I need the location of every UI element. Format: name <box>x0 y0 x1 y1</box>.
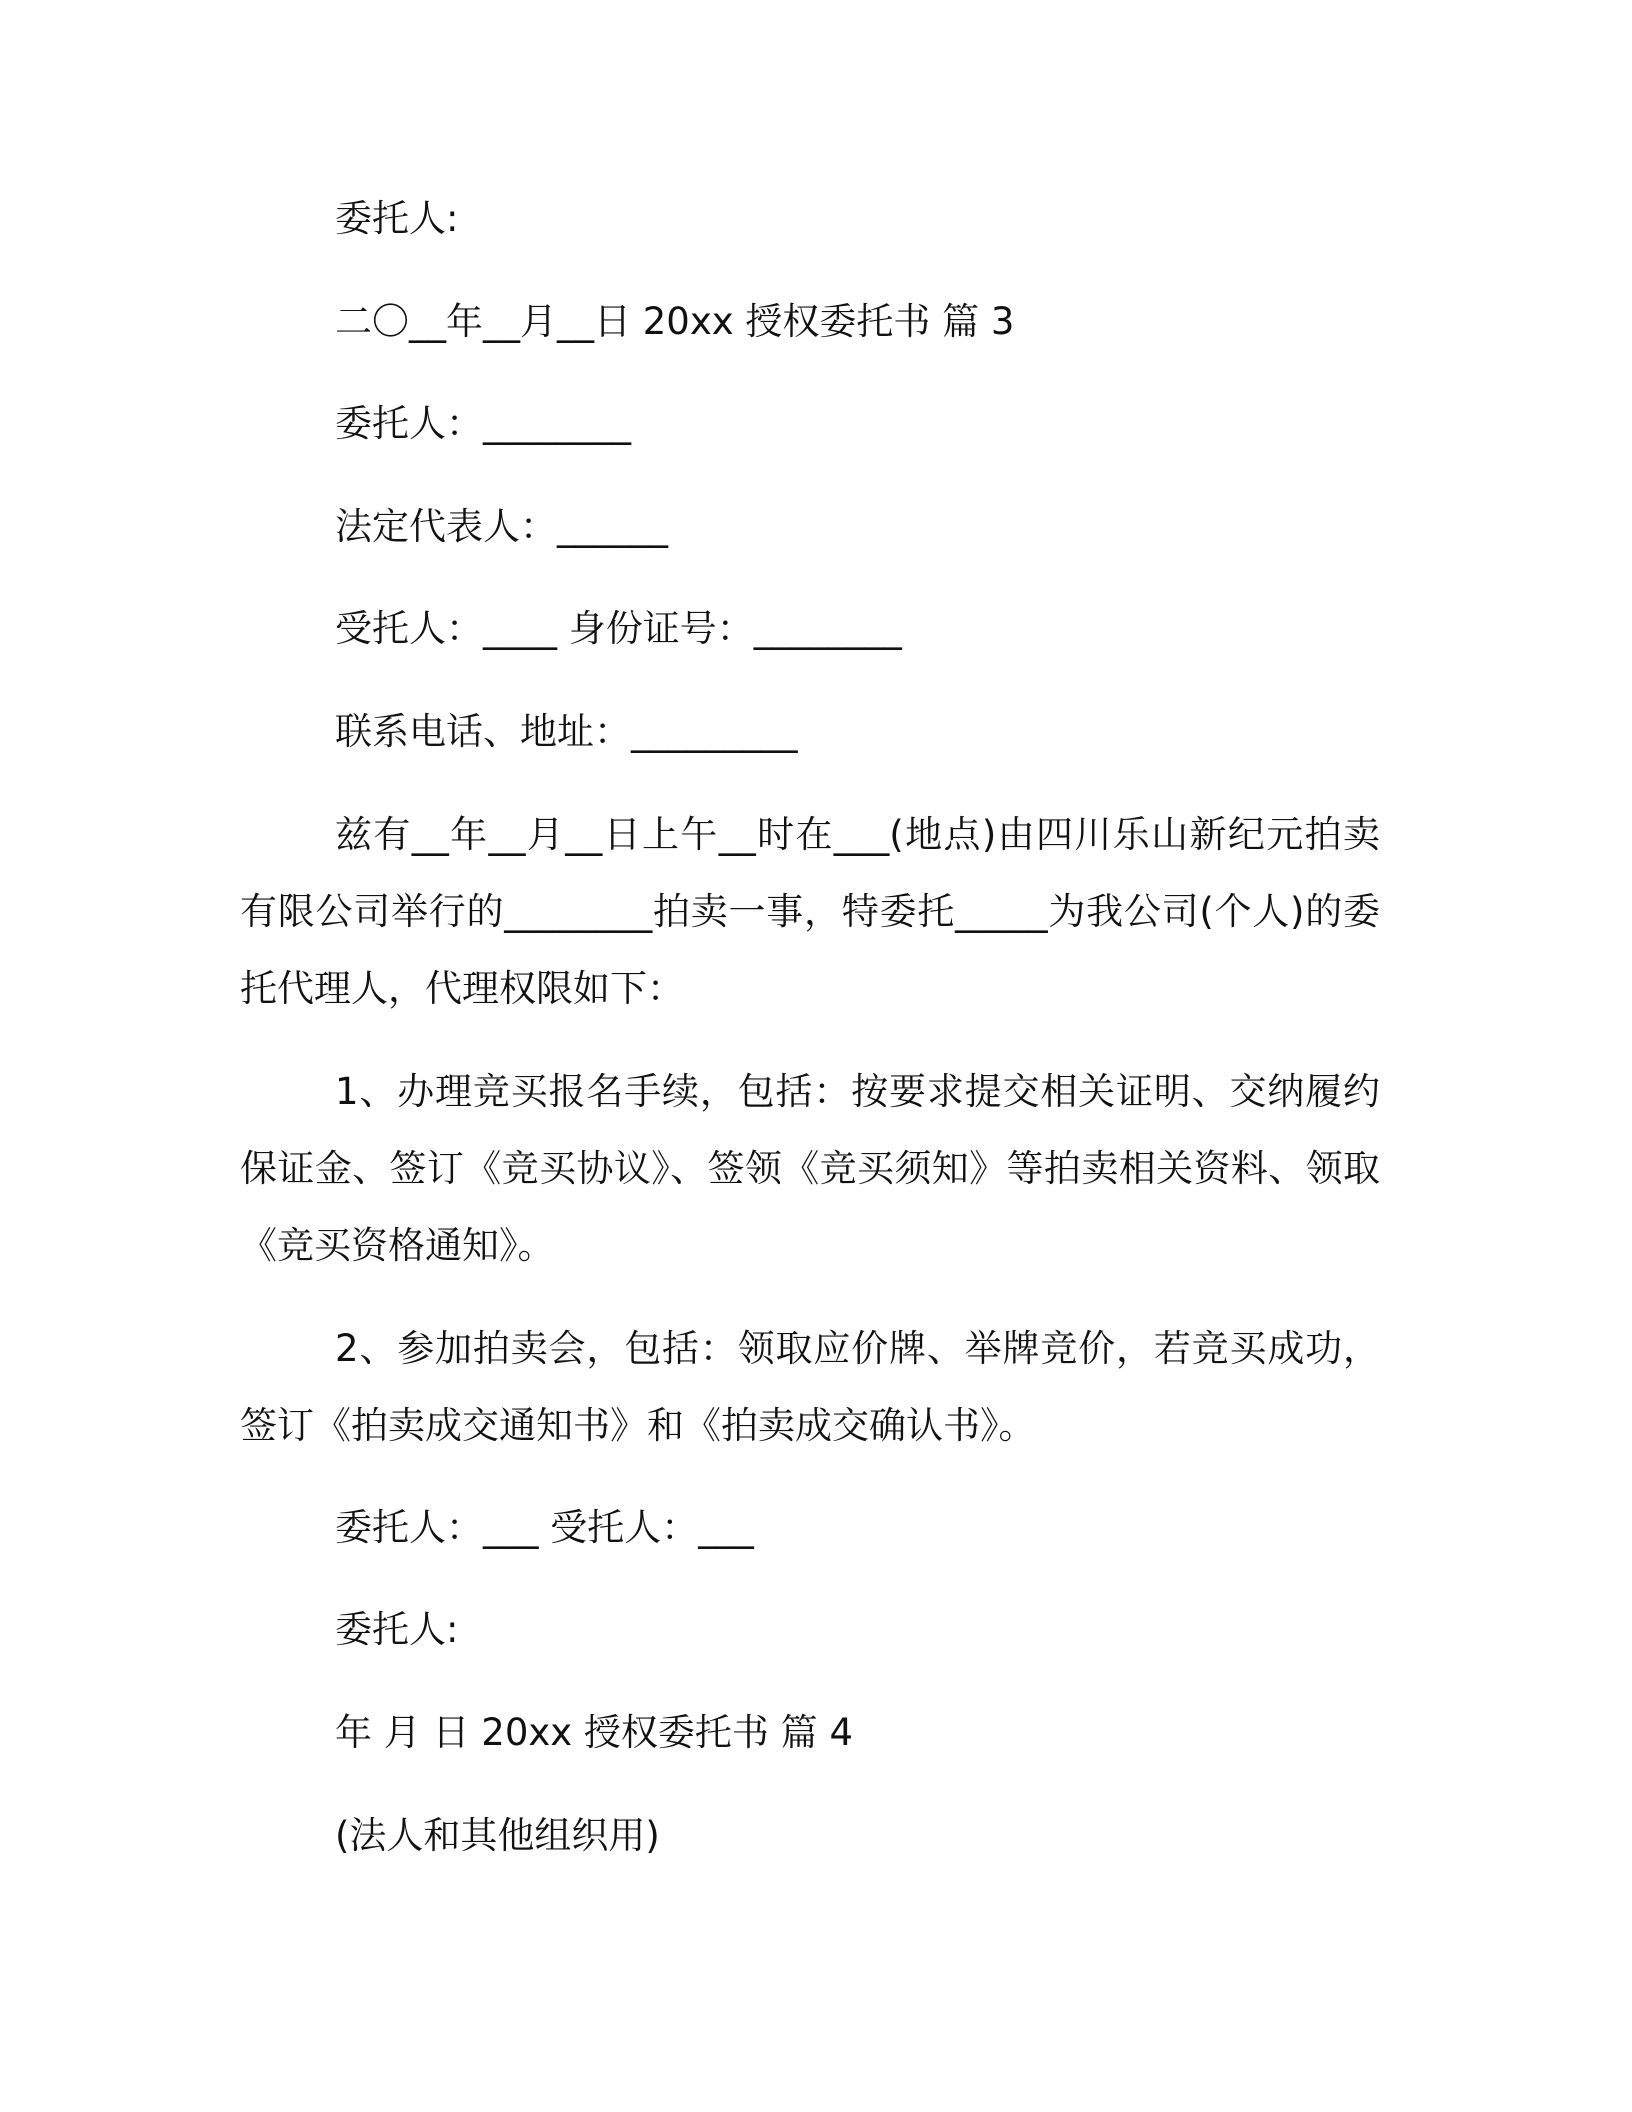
legal-representative-field: 法定代表人：______ <box>335 505 668 548</box>
principal-label-closing: 委托人: <box>335 1608 459 1651</box>
principal-label: 委托人: <box>335 197 459 240</box>
date-and-section-heading-3: 二〇__年__月__日 20xx 授权委托书 篇 3 <box>335 300 1015 343</box>
signature-line: 委托人：___ 受托人：___ <box>335 1506 754 1549</box>
auction-participation-clause: 2、参加拍卖会，包括：领取应价牌、举牌竞价，若竞买成功，签订《拍卖成交通知书》和《拍卖成交确认书》。 <box>240 1327 1380 1447</box>
date-and-section-heading-4: 年 月 日 20xx 授权委托书 篇 4 <box>335 1711 853 1754</box>
organization-note: (法人和其他组织用) <box>335 1814 660 1857</box>
authorization-paragraph: 兹有__年__月__日上午__时在___(地点)由四川乐山新纪元拍卖有限公司举行的________拍卖一事，特委托_____为我公司(个人)的委托代理人，代理权限如下： <box>240 813 1380 1010</box>
agent-id-field: 受托人：____ 身份证号：________ <box>335 607 902 650</box>
contact-address-field: 联系电话、地址：_________ <box>335 710 798 753</box>
registration-clause: 1、办理竞买报名手续，包括：按要求提交相关证明、交纳履约保证金、签订《竞买协议》、签领《竞买须知》等拍卖相关资料、领取《竞买资格通知》。 <box>240 1070 1380 1267</box>
principal-field: 委托人：________ <box>335 402 631 445</box>
